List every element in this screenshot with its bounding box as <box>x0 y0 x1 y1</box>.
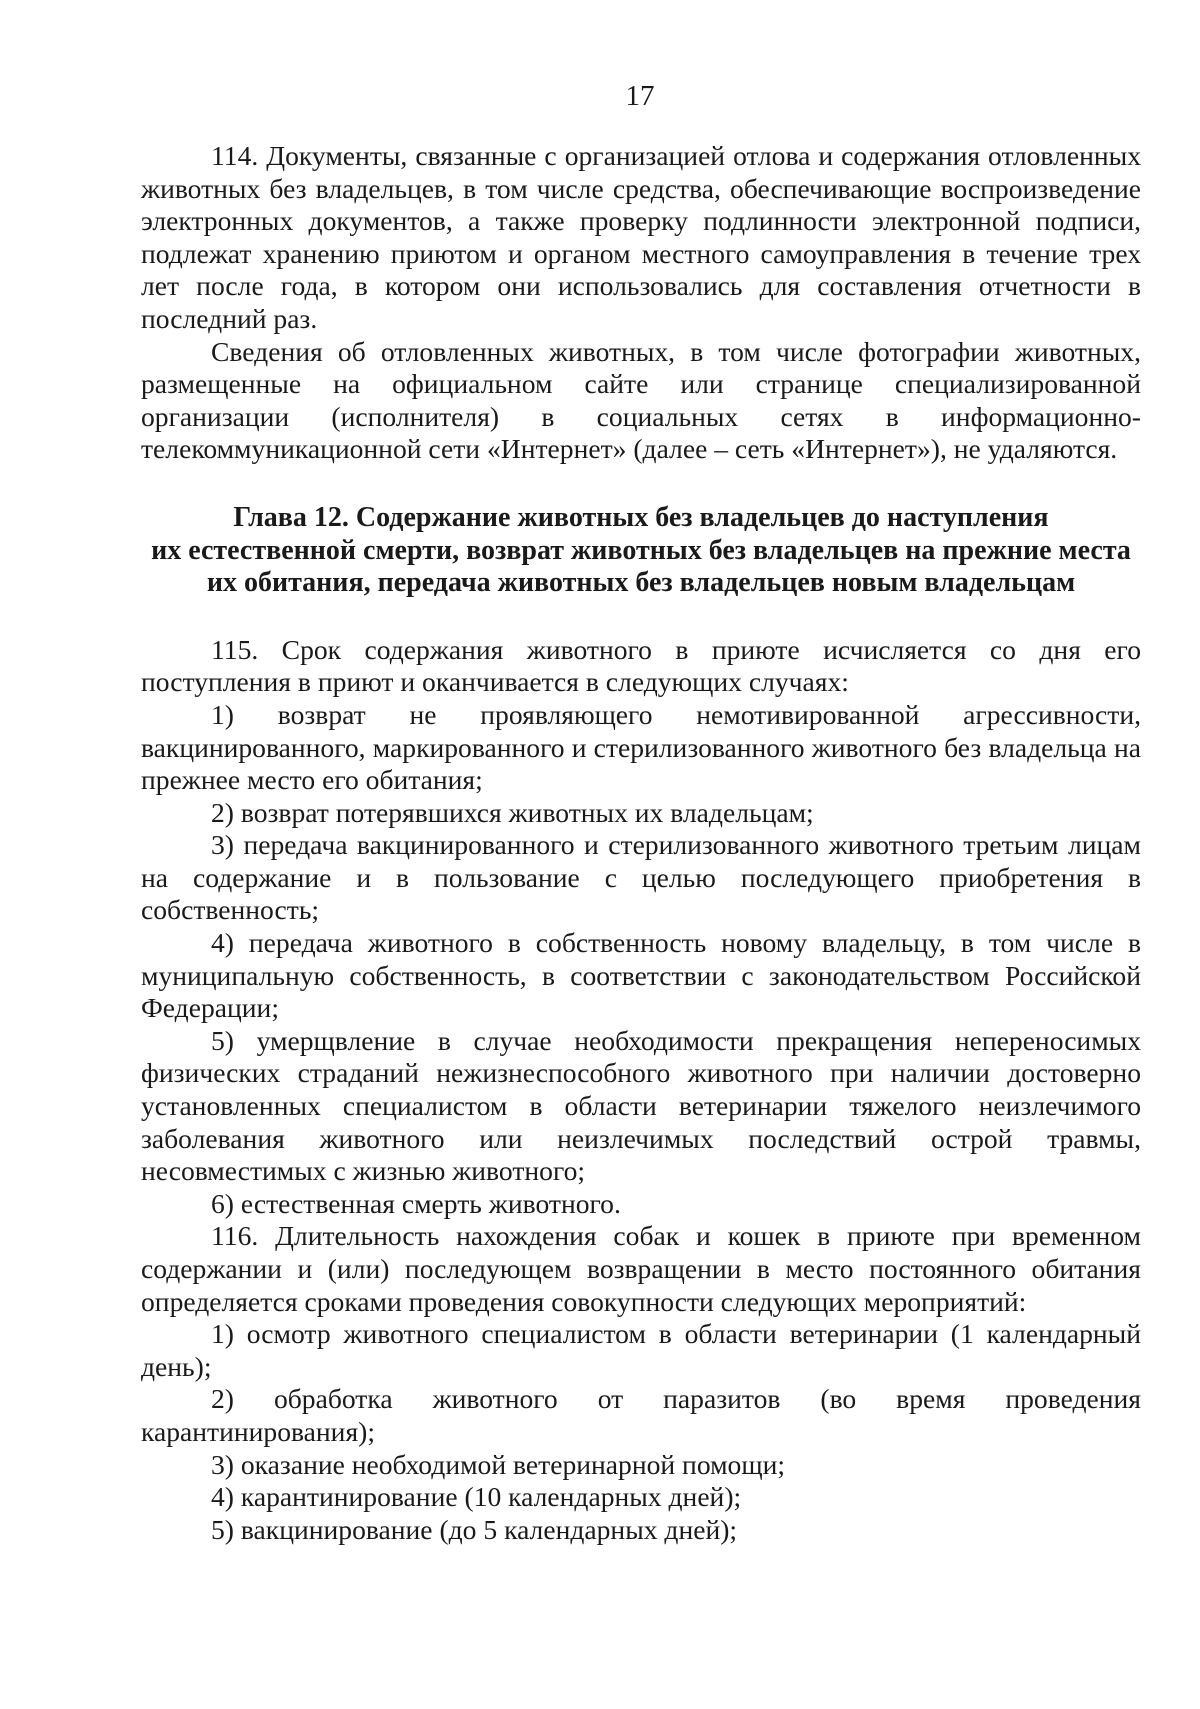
list-item-115-1: 1) возврат не проявляющего немотивированной агрессивности, вакцинированного, маркированного и стерилизованного животного без владельца на прежнее место его обитания; <box>141 698 1141 796</box>
list-item-115-6: 6) естественная смерть животного. <box>211 1187 621 1219</box>
paragraph-116: 116. Длительность нахождения собак и кошек в приюте при временном содержании и (или) последующем возвращении в место постоянного обитания определяется сроками проведения совокупности следующих мероприятий: <box>141 1220 1141 1317</box>
list-item-116-2: 2) обработка животного от паразитов (во время проведения карантинирования); <box>141 1383 1141 1447</box>
list-item-115-3: 3) передача вакцинированного и стерилизованного животного третьим лицам на содержание и в пользование с целью последующего приобретения в собственность; <box>141 829 1141 926</box>
chapter-heading-line: Глава 12. Содержание животных без владельцев до наступления <box>233 501 1049 533</box>
list-item-116-5: 5) вакцинирование (до 5 календарных дней); <box>211 1513 738 1545</box>
paragraph-115: 115. Срок содержания животного в приюте исчисляется со дня его поступления в приют и оканчивается в следующих случаях: <box>141 633 1141 698</box>
chapter-heading <box>141 502 1141 600</box>
page-number: 17 <box>625 80 655 112</box>
chapter-heading-line: их обитания, передача животных без владельцев новым владельцам <box>206 567 1076 599</box>
paragraph-internet-info: Сведения об отловленных животных, в том числе фотографии животных, размещенные на официальном сайте или странице специализированной организации (исполнителя) в социальных сетях в информационно-телекоммуникационной сети «Интернет» (далее – сеть «Интернет»), не удаляются. <box>141 335 1141 465</box>
list-item-116-4: 4) карантинирование (10 календарных дней); <box>211 1481 742 1513</box>
list-item-116-3: 3) оказание необходимой ветеринарной помощи; <box>211 1448 786 1480</box>
list-item-116-1: 1) осмотр животного специалистом в области ветеринарии (1 календарный день); <box>141 1318 1141 1382</box>
document-body <box>141 140 1141 1546</box>
chapter-heading-line: их естественной смерти, возврат животных без владельцев на прежние места <box>151 534 1131 566</box>
list-item-115-4: 4) передача животного в собственность новому владельцу, в том числе в муниципальную собственность, в соответствии с законодательством Российской Федерации; <box>141 927 1141 1024</box>
list-item-115-2: 2) возврат потерявшихся животных их владельцам; <box>211 796 814 828</box>
paragraph-114: 114. Документы, связанные с организацией отлова и содержания отловленных животных без владельцев, в том числе средства, обеспечивающие воспроизведение электронных документов, а также проверку подлинности электронной подписи, подлежат хранению приютом и органом местного самоуправления в течение трех лет после года, в котором они использовались для составления отчетности в последний раз. <box>141 140 1141 334</box>
list-item-115-5: 5) умерщвление в случае необходимости прекращения непереносимых физических страданий нежизнеспособного животного при наличии достоверно установленных специалистом в области ветеринарии тяжелого неизлечимого заболевания животного или неизлечимых последствий острой травмы, несовместимых с жизнью животного; <box>141 1024 1141 1187</box>
